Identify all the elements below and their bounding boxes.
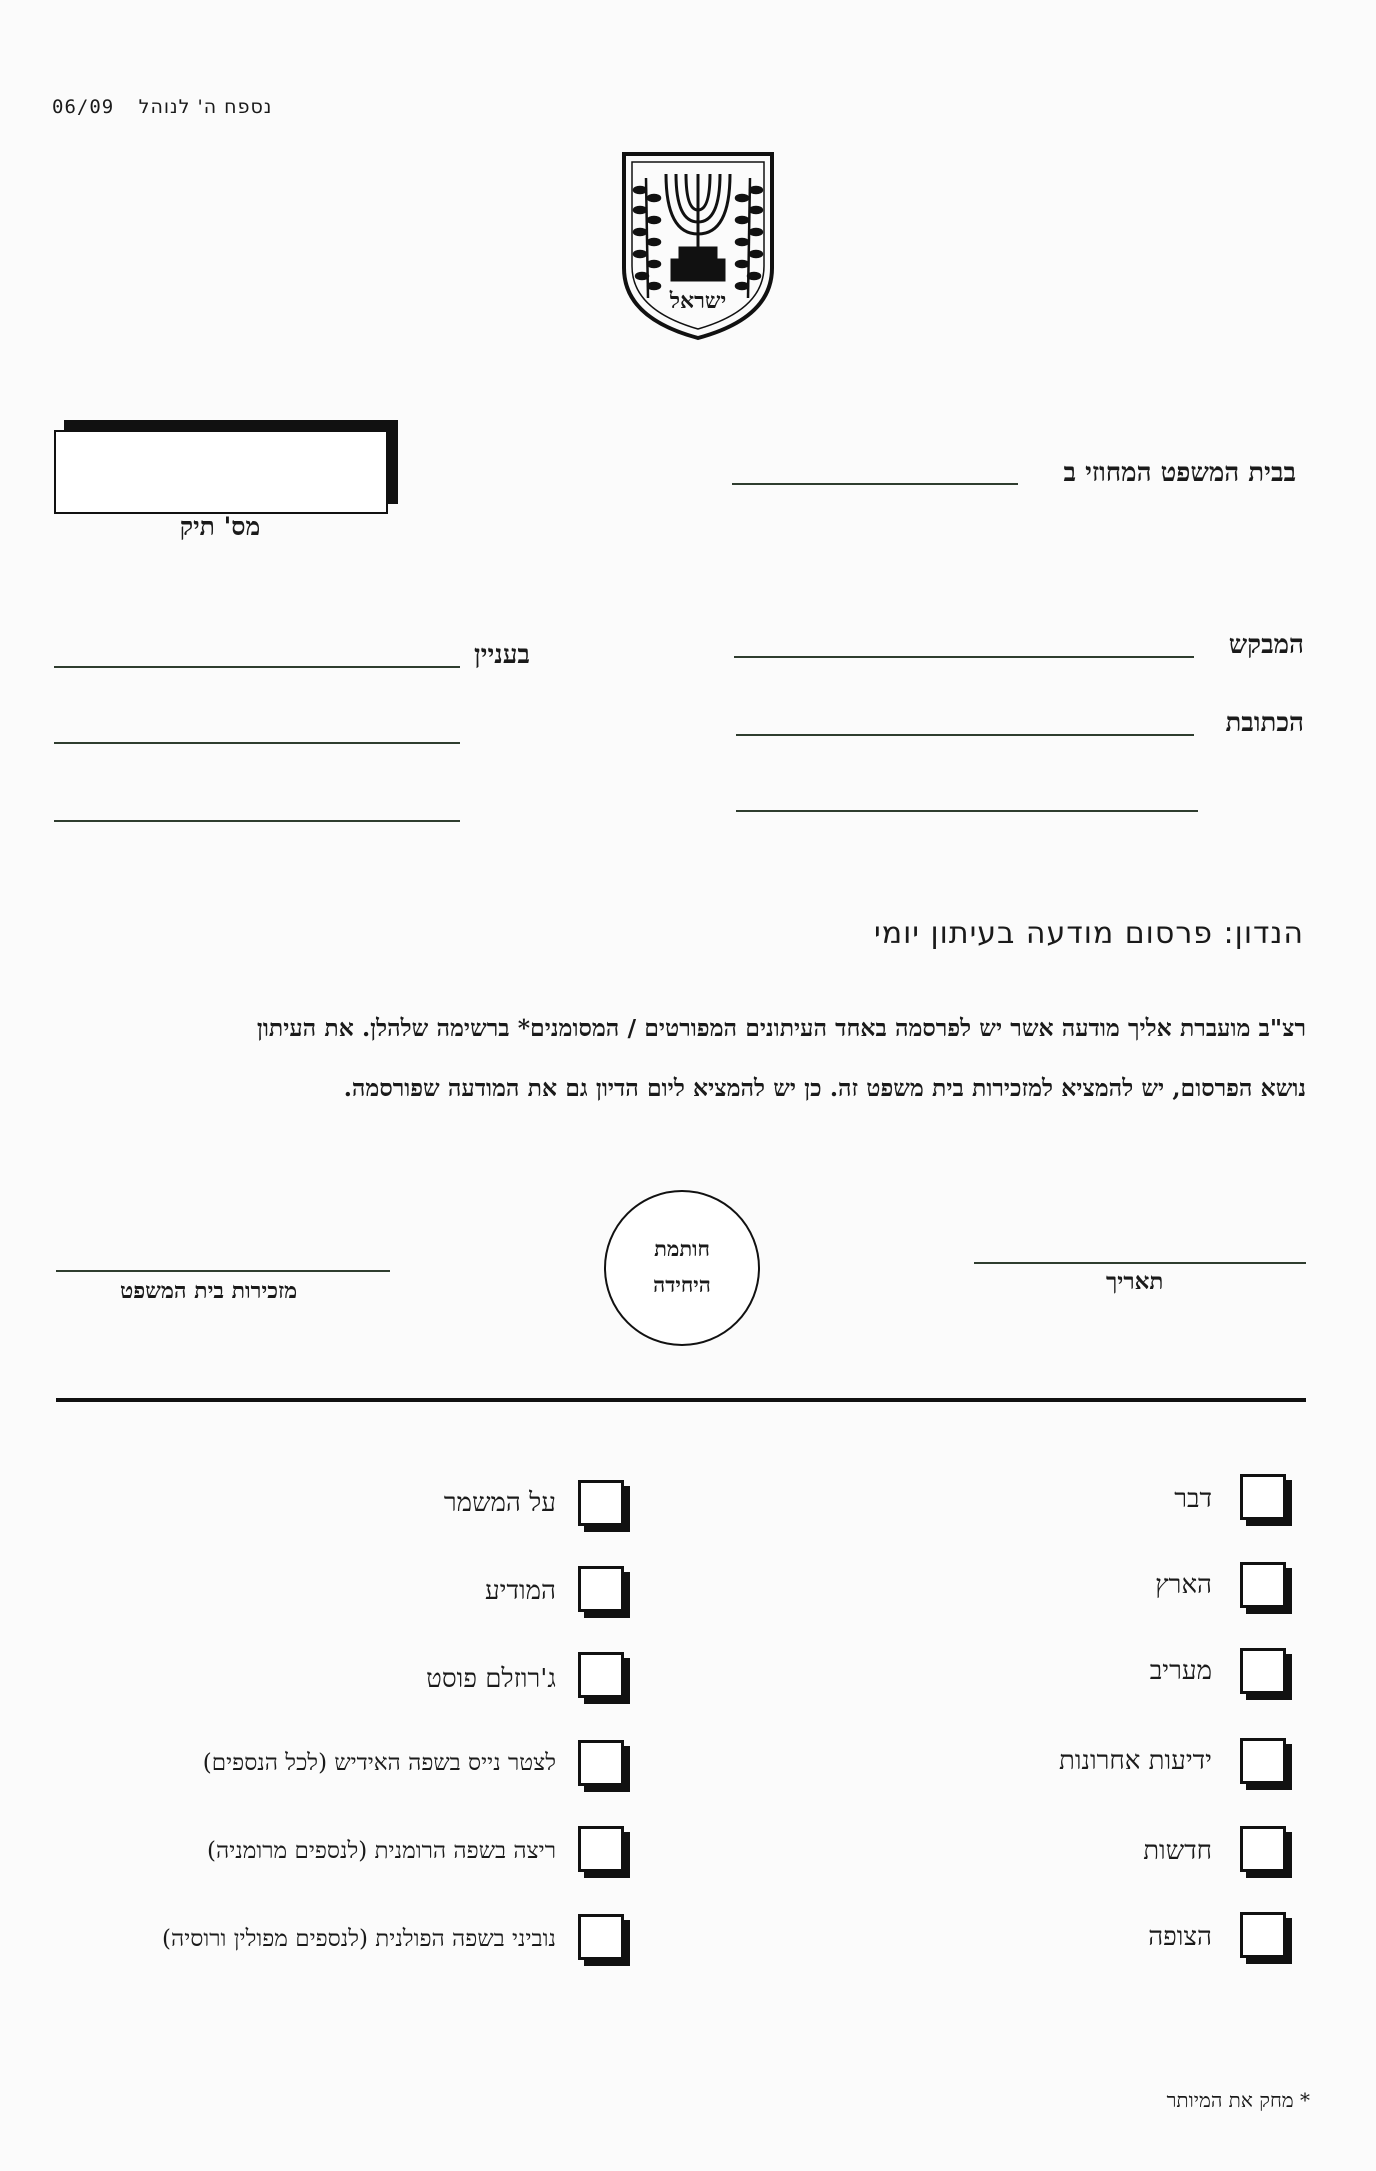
unit-stamp xyxy=(604,1190,760,1346)
regarding-field-3[interactable] xyxy=(54,820,460,822)
checkbox-hadashot[interactable] xyxy=(1240,1826,1286,1872)
annex-header xyxy=(52,96,272,118)
date-field[interactable] xyxy=(974,1262,1306,1264)
checkbox-hatzofe[interactable] xyxy=(1240,1912,1286,1958)
regarding-field-2[interactable] xyxy=(54,742,460,744)
checkbox-maariv[interactable] xyxy=(1240,1648,1286,1694)
newspaper-nowiny: נוביני בשפה הפולנית (לנספים מפולין ורוסיה) xyxy=(162,1926,556,1952)
address-label: הכתובת xyxy=(1225,708,1304,738)
address-field-2[interactable] xyxy=(736,810,1198,812)
newspaper-haaretz: הארץ xyxy=(1155,1570,1212,1600)
stamp-line-1: חותמת xyxy=(654,1236,710,1261)
footnote: * מחק את המיותר xyxy=(1166,2088,1310,2112)
emblem-word: ישראל xyxy=(669,288,727,314)
subject-title: פרסום מודעה בעיתון יומי xyxy=(874,916,1213,951)
annex-label: נספח ה' לנוהל xyxy=(138,96,273,118)
stamp-line-2: היחידה xyxy=(653,1272,711,1297)
secretariat-signature-field[interactable] xyxy=(56,1270,390,1272)
checkbox-jerusalem-post[interactable] xyxy=(578,1652,624,1698)
case-number-box xyxy=(54,430,388,514)
body-line-1: רצ"ב מועברת אליך מודעה אשר יש לפרסמה באחד העיתונים המפורטים / המסומנים* ברשימה שלהלן. את העיתון xyxy=(256,1014,1306,1042)
checkbox-haaretz[interactable] xyxy=(1240,1562,1286,1608)
checkbox-letzte-nayes[interactable] xyxy=(578,1740,624,1786)
newspaper-maariv: מעריב xyxy=(1149,1656,1212,1686)
regarding-label: בעניין xyxy=(474,640,530,670)
newspaper-revista: ריצה בשפה הרומנית (לנספים מרומניה) xyxy=(207,1838,556,1864)
applicant-label: המבקש xyxy=(1228,630,1304,660)
state-emblem xyxy=(618,148,778,343)
checkbox-nowiny[interactable] xyxy=(578,1914,624,1960)
annex-code: 06/09 xyxy=(52,96,115,118)
date-label: תאריך xyxy=(1106,1268,1164,1295)
checkbox-hamodia[interactable] xyxy=(578,1566,624,1612)
newspaper-hadashot: חדשות xyxy=(1143,1836,1212,1866)
court-label: בבית המשפט המחוזי ב xyxy=(1063,458,1296,488)
subject-line xyxy=(874,916,1304,951)
address-field[interactable] xyxy=(736,734,1194,736)
newspaper-yedioth: ידיעות אחרונות xyxy=(1058,1746,1212,1776)
newspaper-hatzofe: הצופה xyxy=(1148,1922,1212,1952)
newspaper-al-hamishmar: על המשמר xyxy=(443,1488,556,1518)
newspaper-letzte-nayes: לצטר נייס בשפה האידיש (לכל הנספים) xyxy=(202,1750,556,1776)
court-city-field[interactable] xyxy=(732,483,1018,485)
subject-prefix: הנדון: xyxy=(1223,916,1304,951)
newspaper-davar: דבר xyxy=(1174,1484,1212,1514)
section-divider xyxy=(56,1398,1306,1402)
newspaper-hamodia: המודיע xyxy=(484,1576,556,1606)
checkbox-yedioth[interactable] xyxy=(1240,1738,1286,1784)
checkbox-revista[interactable] xyxy=(578,1826,624,1872)
checkbox-davar[interactable] xyxy=(1240,1474,1286,1520)
secretariat-label: מזכירות בית המשפט xyxy=(120,1278,298,1304)
newspaper-jerusalem-post: ג'רוזלם פוסט xyxy=(426,1664,556,1694)
checkbox-al-hamishmar[interactable] xyxy=(578,1480,624,1526)
case-number-label: מס' תיק xyxy=(179,512,261,541)
applicant-field[interactable] xyxy=(734,656,1194,658)
body-line-2: נושא הפרסום, יש להמציא למזכירות בית משפט זה. כן יש להמציא ליום הדיון גם את המודעה שפורסמה. xyxy=(343,1074,1306,1102)
regarding-field[interactable] xyxy=(54,666,460,668)
